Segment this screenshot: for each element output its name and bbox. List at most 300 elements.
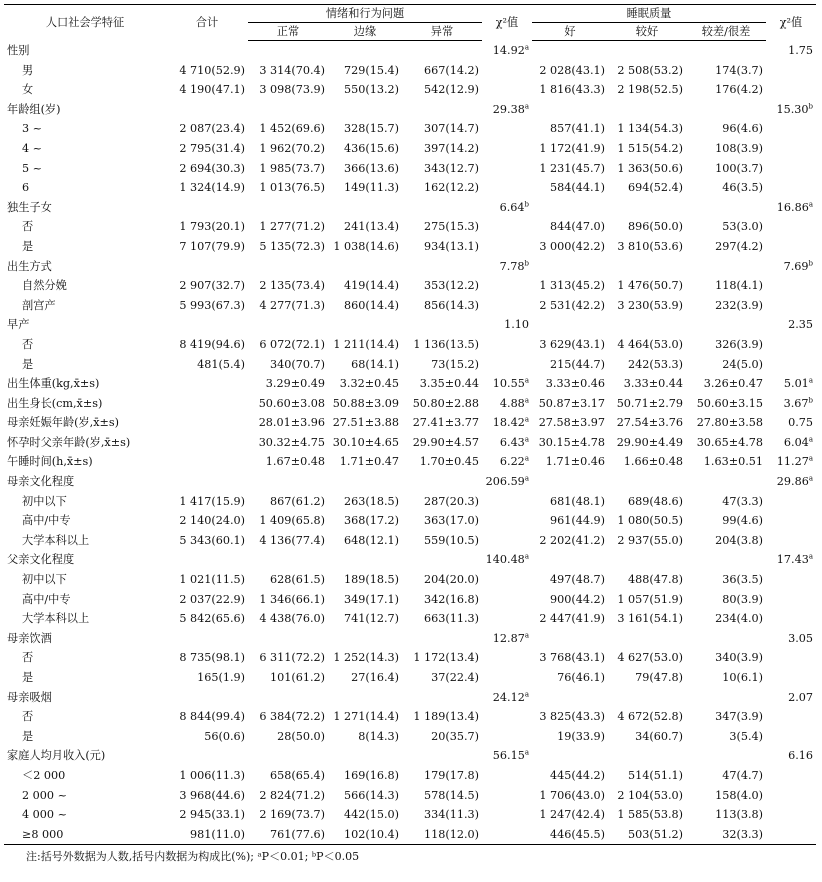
sleep-good-cell-value: 961(44.9) (550, 514, 605, 528)
emotion-abnormal-cell (402, 355, 482, 375)
chi1-cell-value: 18.42 (492, 416, 525, 430)
total-cell-value: 3 968(44.6) (179, 788, 245, 802)
total-cell (166, 315, 248, 335)
emotion-normal-cell-value: 6 072(72.1) (259, 337, 325, 351)
emotion-normal-cell (248, 570, 328, 590)
sleep-good-cell (532, 41, 608, 61)
chi1-cell-value: 1.10 (504, 318, 529, 332)
total-cell (166, 609, 248, 629)
emotion-normal-cell-value: 1 409(65.8) (259, 514, 325, 528)
sleep-fair-cell (608, 590, 686, 610)
emotion-abnormal-cell-value: 559(10.5) (424, 533, 479, 547)
header-sleep-group: 睡眠质量 (532, 5, 766, 23)
significance-mark: a (524, 415, 529, 424)
row-label-value: 年龄组(岁) (7, 102, 61, 116)
emotion-normal-cell (248, 159, 328, 179)
sleep-poor-cell-value: 96(4.6) (722, 122, 763, 136)
emotion-abnormal-cell (402, 257, 482, 277)
chi1-cell (482, 707, 532, 727)
total-cell (166, 257, 248, 277)
emotion-normal-cell (248, 511, 328, 531)
sleep-good-cell (532, 492, 608, 512)
row-label-value: 出生体重(kg,x̄±s) (7, 377, 100, 391)
row-label (4, 100, 166, 120)
emotion-border-cell (328, 668, 402, 688)
sleep-fair-cell-value: 2 937(55.0) (617, 533, 683, 547)
chi2-cell-value: 3.05 (788, 631, 813, 645)
sleep-good-cell (532, 707, 608, 727)
sleep-good-cell-value: 1 313(45.2) (539, 279, 605, 293)
sleep-good-cell-value: 2 531(42.2) (539, 298, 605, 312)
emotion-border-cell (328, 80, 402, 100)
sleep-poor-cell-value: 80(3.9) (722, 592, 763, 606)
sleep-poor-cell-value: 100(3.7) (715, 161, 763, 175)
table-row (4, 707, 816, 727)
chi1-cell-value: 7.78 (499, 259, 525, 273)
sleep-fair-cell-value: 1.66±0.48 (623, 455, 683, 469)
sleep-good-cell (532, 531, 608, 551)
total-cell-value: 2 945(33.1) (179, 808, 245, 822)
row-label (4, 492, 166, 512)
sleep-poor-cell-value: 108(3.9) (715, 141, 763, 155)
sleep-good-cell (532, 805, 608, 825)
emotion-border-cell-value: 1 252(14.3) (333, 651, 399, 665)
sleep-poor-cell-value: 36(3.5) (722, 573, 763, 587)
chi2-cell (766, 394, 816, 414)
sleep-poor-cell (686, 472, 766, 492)
sleep-good-cell-value: 3 825(43.3) (539, 710, 605, 724)
emotion-abnormal-cell (402, 80, 482, 100)
emotion-normal-cell-value: 28.01±3.96 (258, 416, 325, 430)
emotion-border-cell (328, 139, 402, 159)
row-label (4, 609, 166, 629)
total-cell (166, 394, 248, 414)
emotion-border-cell (328, 492, 402, 512)
emotion-normal-cell (248, 413, 328, 433)
chi2-cell (766, 668, 816, 688)
row-label (4, 590, 166, 610)
sleep-fair-cell (608, 217, 686, 237)
chi2-cell-value: 3.67 (783, 396, 809, 410)
sleep-fair-cell-value: 2 508(53.2) (617, 63, 683, 77)
header-emotion-group: 情绪和行为问题 (248, 5, 482, 23)
row-label-value: 否 (22, 710, 34, 724)
significance-mark: a (524, 474, 529, 483)
emotion-normal-cell (248, 355, 328, 375)
chi1-cell-value: 206.59 (485, 475, 525, 489)
emotion-normal-cell-value: 2 135(73.4) (259, 279, 325, 293)
sleep-poor-cell (686, 257, 766, 277)
emotion-border-cell-value: 328(15.7) (344, 122, 399, 136)
emotion-normal-cell (248, 492, 328, 512)
chi1-cell (482, 237, 532, 257)
emotion-normal-cell-value: 1 962(70.2) (259, 141, 325, 155)
sleep-poor-cell (686, 550, 766, 570)
chi1-cell (482, 590, 532, 610)
chi1-cell-value: 24.12 (492, 690, 525, 704)
sleep-good-cell-value: 30.15±4.78 (538, 435, 605, 449)
emotion-border-cell-value: 50.88±3.09 (332, 396, 399, 410)
emotion-abnormal-cell-value: 397(14.2) (424, 141, 479, 155)
emotion-border-cell-value: 27.51±3.88 (332, 416, 399, 430)
row-label-value: 母亲文化程度 (7, 475, 75, 489)
chi1-cell (482, 492, 532, 512)
chi2-cell (766, 80, 816, 100)
emotion-normal-cell (248, 452, 328, 472)
sleep-fair-cell (608, 609, 686, 629)
measure-row (4, 452, 816, 472)
sleep-poor-cell-value: 47(3.3) (722, 494, 763, 508)
chi2-cell-value: 29.86 (776, 475, 809, 489)
sleep-good-cell (532, 355, 608, 375)
emotion-border-cell (328, 433, 402, 453)
emotion-normal-cell (248, 80, 328, 100)
chi1-cell (482, 609, 532, 629)
sleep-poor-cell-value: 118(4.1) (715, 279, 763, 293)
sleep-poor-cell-value: 53(3.0) (722, 220, 763, 234)
table-row (4, 178, 816, 198)
sleep-poor-cell (686, 570, 766, 590)
sleep-good-cell-value: 446(45.5) (550, 827, 605, 841)
emotion-abnormal-cell (402, 61, 482, 81)
emotion-normal-cell-value: 1 985(73.7) (259, 161, 325, 175)
row-label (4, 433, 166, 453)
emotion-abnormal-cell (402, 746, 482, 766)
group-row (4, 41, 816, 61)
emotion-normal-cell (248, 472, 328, 492)
sleep-good-cell-value: 215(44.7) (550, 357, 605, 371)
chi2-cell (766, 472, 816, 492)
emotion-abnormal-cell-value: 307(14.7) (424, 122, 479, 136)
sleep-poor-cell-value: 204(3.8) (715, 533, 763, 547)
sleep-fair-cell-value: 1 585(53.8) (617, 808, 683, 822)
total-cell (166, 139, 248, 159)
total-cell (166, 100, 248, 120)
group-row (4, 198, 816, 218)
chi1-cell (482, 648, 532, 668)
sleep-fair-cell-value: 3 161(54.1) (617, 612, 683, 626)
sleep-good-cell-value: 19(33.9) (557, 729, 605, 743)
row-label (4, 355, 166, 375)
row-label (4, 570, 166, 590)
sleep-fair-cell (608, 276, 686, 296)
sleep-good-cell-value: 50.87±3.17 (538, 396, 605, 410)
row-label-value: 早产 (7, 318, 30, 332)
row-label (4, 511, 166, 531)
chi2-cell-value: 5.01 (783, 377, 809, 391)
total-cell-value: 1 417(15.9) (179, 494, 245, 508)
sleep-fair-cell-value: 1 080(50.5) (617, 514, 683, 528)
row-label-value: ≥8 000 (22, 827, 64, 841)
chi2-cell-value: 17.43 (776, 553, 809, 567)
emotion-normal-cell (248, 335, 328, 355)
total-cell-value: 1 793(20.1) (179, 220, 245, 234)
chi2-cell (766, 531, 816, 551)
total-cell-value: 2 087(23.4) (179, 122, 245, 136)
sleep-poor-cell-value: 158(4.0) (715, 788, 763, 802)
chi1-cell (482, 61, 532, 81)
chi2-cell (766, 766, 816, 786)
sleep-fair-cell-value: 514(51.1) (628, 768, 683, 782)
table-footnote: 注:括号外数据为人数,括号内数据为构成比(%); ᵃP＜0.01; ᵇP＜0.05 (26, 850, 360, 864)
sleep-good-cell-value: 3 629(43.1) (539, 337, 605, 351)
sleep-fair-cell (608, 237, 686, 257)
sleep-fair-cell (608, 688, 686, 708)
header-chi1: χ²值 (482, 5, 532, 41)
row-label (4, 452, 166, 472)
sleep-fair-cell-value: 3 230(53.9) (617, 298, 683, 312)
sleep-fair-cell-value: 2 104(53.0) (617, 788, 683, 802)
emotion-abnormal-cell (402, 707, 482, 727)
table-row (4, 511, 816, 531)
emotion-normal-cell (248, 590, 328, 610)
sleep-poor-cell-value: 174(3.7) (715, 63, 763, 77)
emotion-normal-cell-value: 28(50.0) (277, 729, 325, 743)
sleep-poor-cell (686, 374, 766, 394)
chi2-cell-value: 0.75 (788, 416, 813, 430)
sleep-poor-cell (686, 80, 766, 100)
table-row (4, 61, 816, 81)
chi1-cell (482, 550, 532, 570)
sleep-poor-cell (686, 315, 766, 335)
emotion-border-cell (328, 178, 402, 198)
chi2-cell (766, 511, 816, 531)
emotion-normal-cell-value: 3 098(73.9) (259, 83, 325, 97)
emotion-abnormal-cell-value: 27.41±3.77 (412, 416, 479, 430)
significance-mark: a (524, 43, 529, 52)
row-label-value: 否 (22, 337, 34, 351)
emotion-normal-cell-value: 761(77.6) (270, 827, 325, 841)
significance-mark: b (524, 258, 529, 267)
significance-mark: a (524, 631, 529, 640)
sleep-poor-cell (686, 707, 766, 727)
sleep-poor-cell (686, 335, 766, 355)
emotion-border-cell (328, 688, 402, 708)
sleep-fair-cell-value: 242(53.3) (628, 357, 683, 371)
emotion-abnormal-cell-value: 118(12.0) (424, 827, 479, 841)
sleep-poor-cell-value: 47(4.7) (722, 768, 763, 782)
significance-mark: b (808, 258, 813, 267)
sleep-poor-cell (686, 198, 766, 218)
sleep-fair-cell (608, 492, 686, 512)
sleep-poor-cell (686, 100, 766, 120)
total-cell (166, 80, 248, 100)
emotion-abnormal-cell-value: 204(20.0) (424, 573, 479, 587)
sleep-good-cell (532, 119, 608, 139)
total-cell (166, 805, 248, 825)
emotion-normal-cell (248, 766, 328, 786)
sleep-fair-cell-value: 29.90±4.49 (616, 435, 683, 449)
group-row (4, 550, 816, 570)
sleep-good-cell (532, 394, 608, 414)
row-label-value: 是 (22, 671, 34, 684)
emotion-normal-cell (248, 217, 328, 237)
sleep-poor-cell-value: 297(4.2) (715, 239, 763, 253)
chi1-cell (482, 629, 532, 649)
emotion-normal-cell-value: 6 384(72.2) (259, 710, 325, 724)
emotion-abnormal-cell-value: 342(16.8) (424, 592, 479, 606)
row-label-value: 否 (22, 651, 34, 665)
emotion-border-cell-value: 241(13.4) (344, 220, 399, 234)
row-label-value: 出生身长(cm,x̄±s) (7, 396, 103, 410)
total-cell (166, 668, 248, 688)
sleep-good-cell (532, 590, 608, 610)
total-cell (166, 41, 248, 61)
chi2-cell (766, 100, 816, 120)
emotion-abnormal-cell (402, 159, 482, 179)
emotion-border-cell (328, 825, 402, 845)
emotion-border-cell (328, 41, 402, 61)
emotion-abnormal-cell (402, 237, 482, 257)
sleep-fair-cell (608, 452, 686, 472)
emotion-normal-cell (248, 61, 328, 81)
emotion-abnormal-cell-value: 934(13.1) (424, 239, 479, 253)
row-label (4, 217, 166, 237)
chi1-cell (482, 825, 532, 845)
emotion-abnormal-cell (402, 100, 482, 120)
emotion-abnormal-cell (402, 805, 482, 825)
sleep-good-cell-value: 1 247(42.4) (539, 808, 605, 822)
sleep-poor-cell-value: 99(4.6) (722, 514, 763, 528)
sleep-fair-cell (608, 550, 686, 570)
row-label (4, 178, 166, 198)
sleep-good-cell (532, 570, 608, 590)
total-cell-value: 5 993(67.3) (179, 298, 245, 312)
sleep-fair-cell (608, 786, 686, 806)
chi2-cell (766, 433, 816, 453)
emotion-abnormal-cell (402, 609, 482, 629)
emotion-abnormal-cell (402, 315, 482, 335)
emotion-abnormal-cell (402, 413, 482, 433)
table-row (4, 159, 816, 179)
chi2-cell (766, 590, 816, 610)
emotion-border-cell (328, 452, 402, 472)
chi2-cell (766, 335, 816, 355)
sleep-good-cell-value: 857(41.1) (550, 122, 605, 136)
chi1-cell (482, 296, 532, 316)
emotion-normal-cell-value: 340(70.7) (270, 357, 325, 371)
emotion-normal-cell-value: 3.29±0.49 (265, 377, 325, 391)
sleep-good-cell (532, 139, 608, 159)
significance-mark: a (808, 200, 813, 209)
emotion-border-cell (328, 531, 402, 551)
sleep-poor-cell-value: 234(4.0) (715, 612, 763, 626)
chi1-cell (482, 159, 532, 179)
emotion-normal-cell-value: 1.67±0.48 (265, 455, 325, 469)
emotion-abnormal-cell (402, 394, 482, 414)
emotion-abnormal-cell (402, 178, 482, 198)
header-emotion-border: 边缘 (328, 23, 402, 41)
total-cell (166, 413, 248, 433)
group-row (4, 629, 816, 649)
emotion-border-cell (328, 374, 402, 394)
sleep-fair-cell (608, 766, 686, 786)
row-label-value: 否 (22, 220, 34, 234)
sleep-good-cell (532, 746, 608, 766)
sleep-fair-cell (608, 707, 686, 727)
chi1-cell-value: 6.22 (499, 455, 525, 469)
emotion-abnormal-cell (402, 786, 482, 806)
chi2-cell-value: 16.86 (776, 200, 809, 214)
row-label-value: 母亲吸烟 (7, 690, 52, 704)
emotion-border-cell-value: 27(16.4) (351, 671, 399, 684)
measure-row (4, 374, 816, 394)
emotion-abnormal-cell (402, 217, 482, 237)
emotion-abnormal-cell-value: 162(12.2) (424, 181, 479, 195)
emotion-border-cell (328, 276, 402, 296)
emotion-border-cell-value: 3.32±0.45 (339, 377, 399, 391)
sleep-good-cell (532, 374, 608, 394)
sleep-good-cell-value: 900(44.2) (550, 592, 605, 606)
emotion-normal-cell-value: 867(61.2) (270, 494, 325, 508)
emotion-border-cell (328, 257, 402, 277)
sleep-poor-cell (686, 41, 766, 61)
total-cell-value: 2 140(24.0) (179, 514, 245, 528)
chi2-cell (766, 570, 816, 590)
total-cell (166, 511, 248, 531)
sleep-good-cell-value: 497(48.7) (550, 573, 605, 587)
chi1-cell (482, 766, 532, 786)
sleep-fair-cell (608, 805, 686, 825)
row-label-value: 独生子女 (7, 200, 52, 214)
total-cell (166, 237, 248, 257)
emotion-border-cell (328, 648, 402, 668)
emotion-border-cell (328, 786, 402, 806)
total-cell-value: 2 037(22.9) (179, 592, 245, 606)
table-row (4, 80, 816, 100)
row-label (4, 766, 166, 786)
total-cell (166, 648, 248, 668)
sleep-poor-cell-value: 3.26±0.47 (703, 377, 763, 391)
chi1-cell-value: 12.87 (492, 631, 525, 645)
total-cell (166, 766, 248, 786)
sleep-poor-cell-value: 50.60±3.15 (696, 396, 763, 410)
emotion-border-cell (328, 394, 402, 414)
sleep-good-cell (532, 688, 608, 708)
emotion-normal-cell (248, 257, 328, 277)
chi1-cell (482, 119, 532, 139)
chi2-cell (766, 257, 816, 277)
chi1-cell (482, 41, 532, 61)
emotion-border-cell-value: 368(17.2) (344, 514, 399, 528)
total-cell-value: 8 844(99.4) (179, 710, 245, 724)
significance-mark: a (808, 474, 813, 483)
sleep-good-cell (532, 452, 608, 472)
measure-row (4, 433, 816, 453)
chi2-cell (766, 648, 816, 668)
sleep-good-cell (532, 178, 608, 198)
sleep-poor-cell (686, 511, 766, 531)
emotion-border-cell-value: 442(15.0) (344, 808, 399, 822)
group-row (4, 100, 816, 120)
sleep-poor-cell-value: 32(3.3) (722, 827, 763, 841)
row-label (4, 825, 166, 845)
sleep-fair-cell (608, 472, 686, 492)
emotion-abnormal-cell (402, 296, 482, 316)
sleep-fair-cell (608, 61, 686, 81)
emotion-normal-cell-value: 4 438(76.0) (259, 612, 325, 626)
row-label-value: 初中以下 (22, 494, 67, 508)
sleep-poor-cell-value: 176(4.2) (715, 83, 763, 97)
chi2-cell (766, 727, 816, 747)
emotion-abnormal-cell-value: 29.90±4.57 (412, 435, 479, 449)
row-label (4, 394, 166, 414)
sleep-poor-cell (686, 217, 766, 237)
emotion-abnormal-cell (402, 629, 482, 649)
header-emotion-abnormal: 异常 (402, 23, 482, 41)
total-cell (166, 590, 248, 610)
total-cell (166, 217, 248, 237)
